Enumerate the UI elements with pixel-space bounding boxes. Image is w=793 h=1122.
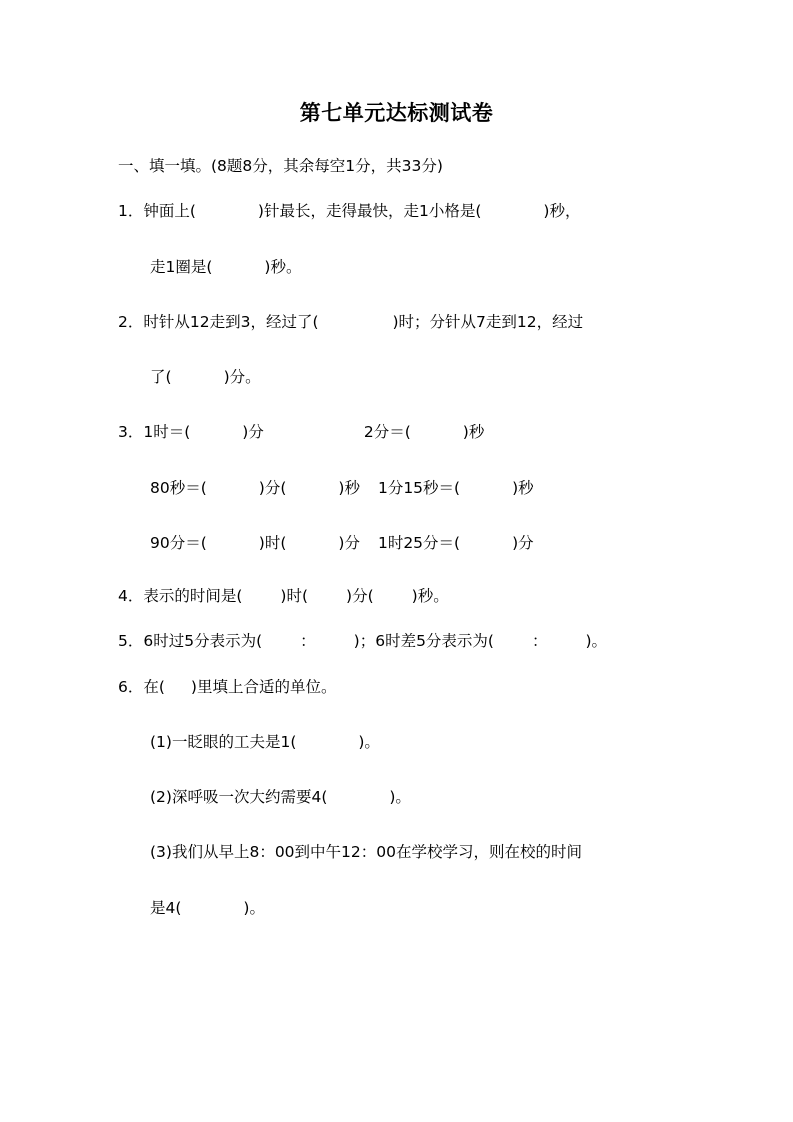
question-2-line-1	[118, 311, 698, 334]
question-2-text-a: 2．时针从12走到3，经过了(	[118, 312, 319, 331]
question-5-text-b: )；6时差5分表示为(	[353, 632, 494, 651]
question-3-r3-right-a: 1时25分＝(	[377, 533, 461, 552]
question-4-line-1	[118, 585, 698, 608]
question-3-r2-right-b: )秒	[512, 478, 534, 497]
question-2	[118, 311, 698, 390]
question-4-text-b: )时(	[280, 587, 309, 605]
question-6-subitem-3-line-1	[118, 841, 698, 864]
question-5-line-1	[118, 630, 698, 653]
question-6-sub1-text-b: )。	[358, 732, 380, 751]
question-5-text-a: 5．6时过5分表示为(	[118, 632, 263, 651]
question-3-r3-left-c: )分	[338, 533, 360, 552]
page-title: 第七单元达标测试卷	[299, 101, 494, 125]
question-6-sub3-text-a: (3)我们从早上8：00到中午12：00在学校学习，则在校的时间	[150, 843, 582, 862]
question-6-sub3-text-b: 是4(	[150, 898, 182, 917]
question-3-row-3	[118, 532, 698, 555]
question-5-text-c: )。	[585, 632, 608, 651]
question-1-text-a: 1．钟面上(	[118, 202, 196, 221]
question-3-r1-left-a: 3．1时＝(	[118, 423, 191, 442]
question-1-line-2	[118, 256, 698, 279]
question-4-text-a: 4．表示的时间是(	[118, 587, 243, 605]
question-6-text-b: )里填上合适的单位。	[190, 677, 337, 696]
question-6-subitem-3-line-2	[118, 897, 698, 920]
question-3-row-2	[118, 477, 698, 500]
question-1-text-c: )秒，	[543, 202, 581, 221]
question-3-r1-right-a: 2分＝(	[363, 423, 411, 442]
question-6-subitem-2	[118, 786, 698, 809]
question-3-r3-left-a: 90分＝(	[150, 533, 207, 552]
question-3-r1-left-b: )分	[242, 423, 264, 442]
question-3-r2-left-a: 80秒＝(	[150, 478, 207, 497]
question-6-sub2-text-a: (2)深呼吸一次大约需要4(	[150, 788, 328, 806]
question-1	[118, 200, 698, 279]
question-5-colon-2: ：	[531, 632, 548, 651]
question-6-sub2-text-b: )。	[389, 788, 411, 806]
exam-content	[118, 155, 698, 920]
question-4-text-c: )分(	[346, 587, 374, 605]
question-6-text-a: 6．在(	[118, 677, 165, 696]
section-heading: 一、填一填。(8题8分，其余每空1分，共33分)	[118, 157, 443, 175]
question-6-sub3-text-c: )。	[243, 898, 265, 917]
question-3-r1-right-b: )秒	[462, 423, 485, 442]
question-3-r3-left-b: )时(	[258, 533, 287, 552]
question-3-r2-right-a: 1分15秒＝(	[377, 478, 461, 497]
question-3-r2-left-c: )秒	[338, 478, 360, 497]
question-1-text-d: 走1圈是(	[150, 257, 213, 276]
question-6-sub1-text-a: (1)一眨眼的工夫是1(	[150, 732, 297, 751]
question-2-line-2	[118, 366, 698, 389]
question-3-r2-left-b: )分(	[258, 478, 287, 497]
question-6-subitem-1	[118, 731, 698, 754]
question-2-text-b: )时；分针从7走到12，经过	[392, 312, 584, 331]
question-3	[118, 421, 698, 555]
question-1-text-b: )针最长，走得最快，走1小格是(	[257, 202, 482, 221]
question-6-line-1	[118, 676, 698, 699]
question-1-line-1	[118, 200, 698, 223]
question-3-r3-right-b: )分	[512, 533, 534, 552]
question-4	[118, 585, 698, 608]
question-4-text-d: )秒。	[411, 587, 449, 605]
question-5-colon-1: ：	[300, 632, 316, 651]
question-2-text-d: )分。	[223, 368, 261, 386]
question-3-row-1	[118, 421, 698, 444]
question-1-text-e: )秒。	[264, 257, 302, 276]
question-6	[118, 676, 698, 920]
question-2-text-c: 了(	[150, 368, 172, 386]
question-5	[118, 630, 698, 653]
